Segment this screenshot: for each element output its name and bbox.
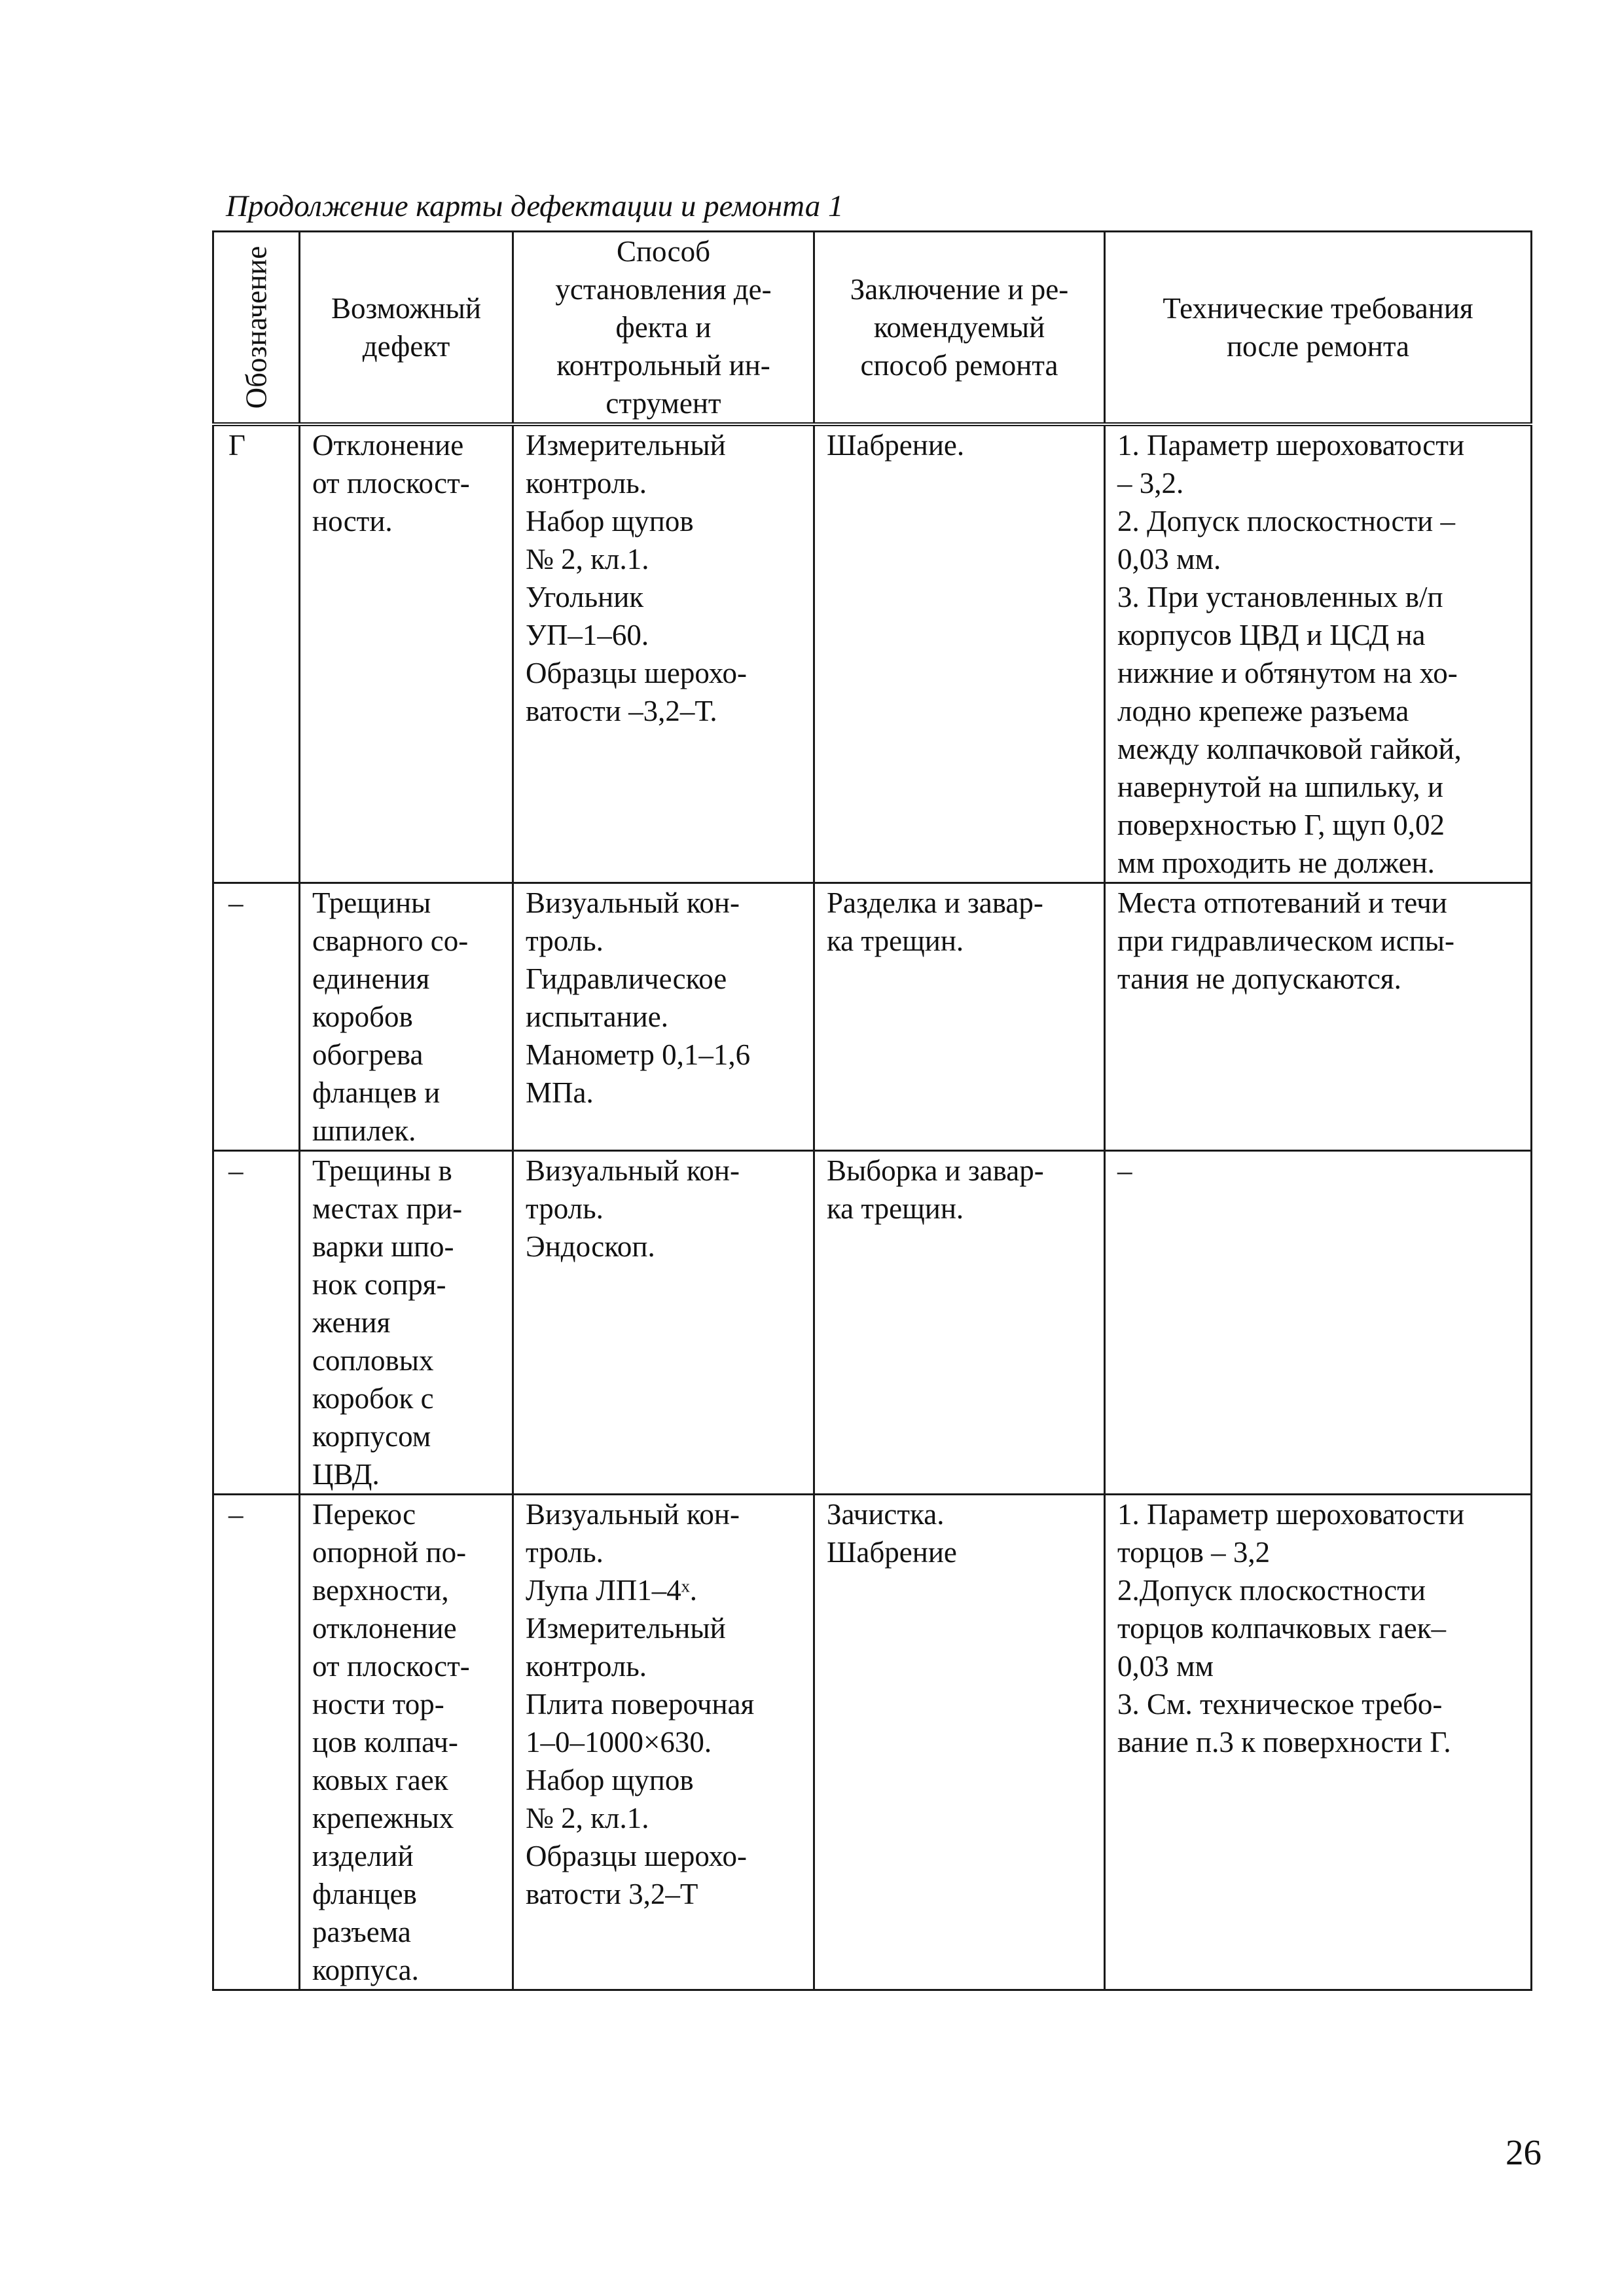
cell-text-line: ка трещин.	[827, 924, 964, 957]
cell-text-line: Угольник	[526, 581, 644, 613]
row-mark: –	[213, 883, 300, 1151]
cell-text-line: ЦВД.	[312, 1458, 380, 1491]
cell-text-line: цов колпач-	[312, 1726, 458, 1758]
cell-text-line: мм проходить не должен.	[1117, 847, 1435, 879]
cell-text-line: Перекос	[312, 1498, 416, 1531]
cell-text-line: торцов колпачковых гаек–	[1117, 1612, 1447, 1645]
cell-text-line: корпусов ЦВД и ЦСД на	[1117, 619, 1426, 651]
cell-text-line: Эндоскоп.	[526, 1230, 655, 1263]
cell-text-line: Набор щупов	[526, 505, 694, 538]
cell-text-line: 3. См. техническое требо-	[1117, 1688, 1443, 1721]
cell-text-line: Трещины	[312, 886, 431, 919]
row-method	[513, 424, 814, 883]
cell-text-line: контрольный ин-	[556, 349, 770, 382]
cell-text-line: 0,03 мм	[1117, 1650, 1214, 1683]
row-conclusion	[814, 1151, 1105, 1495]
table-row	[213, 1151, 1532, 1495]
cell-text-line: ности тор-	[312, 1688, 444, 1721]
cell-text-line: установления де-	[555, 273, 772, 306]
cell-text-line: троль.	[526, 924, 604, 957]
row-method	[513, 1151, 814, 1495]
cell-text-line: торцов – 3,2	[1117, 1536, 1271, 1569]
cell-text-line: верхности,	[312, 1574, 449, 1607]
cell-text-line: нижние и обтянутом на хо-	[1117, 657, 1458, 689]
cell-text-line: Трещины в	[312, 1154, 452, 1187]
cell-text-line: ности.	[312, 505, 393, 538]
row-conclusion	[814, 424, 1105, 883]
cell-text-line: Образцы шерохо-	[526, 657, 747, 689]
cell-text-line: Разделка и завар-	[827, 886, 1043, 919]
header-method	[513, 232, 814, 425]
cell-text-line: навернутой на шпильку, и	[1117, 771, 1443, 803]
cell-text-line: Лупа ЛП1–4ˣ.	[526, 1574, 697, 1607]
cell-text-line: троль.	[526, 1192, 604, 1225]
cell-text-line: – 3,2.	[1117, 467, 1184, 500]
cell-text-line: Измерительный	[526, 429, 726, 462]
cell-text-line: –	[1117, 1154, 1132, 1187]
cell-text-line: 1–0–1000×630.	[526, 1726, 712, 1758]
cell-text-line: 2. Допуск плоскостности –	[1117, 505, 1456, 538]
header-mark	[213, 232, 300, 425]
cell-text-line: 2.Допуск плоскостности	[1117, 1574, 1426, 1607]
cell-text-line: Технические требования	[1163, 292, 1473, 325]
cell-text-line: Измерительный	[526, 1612, 726, 1645]
row-method	[513, 883, 814, 1151]
row-defect	[300, 1495, 513, 1990]
cell-text-line: сопловых	[312, 1344, 434, 1377]
cell-text-line: струмент	[605, 387, 721, 420]
cell-text-line: Набор щупов	[526, 1764, 694, 1796]
cell-text-line: испытание.	[526, 1000, 668, 1033]
cell-text-line: Визуальный кон-	[526, 1154, 740, 1187]
cell-text-line: 1. Параметр шероховатости	[1117, 1498, 1465, 1531]
cell-text-line: Способ	[616, 235, 711, 268]
cell-text-line: после ремонта	[1226, 330, 1410, 363]
cell-text-line: от плоскост-	[312, 467, 470, 500]
cell-text-line: Возможный	[331, 292, 481, 325]
table-row	[213, 424, 1532, 883]
cell-text-line: Образцы шерохо-	[526, 1840, 747, 1872]
row-mark: Г	[213, 424, 300, 883]
cell-text-line: ватости –3,2–Т.	[526, 695, 717, 727]
cell-text-line: троль.	[526, 1536, 604, 1569]
cell-text-line: контроль.	[526, 1650, 647, 1683]
cell-text-line: разъема	[312, 1916, 411, 1948]
cell-text-line: жения	[312, 1306, 391, 1339]
cell-text-line: варки шпо-	[312, 1230, 454, 1263]
cell-text-line: корпусом	[312, 1420, 431, 1453]
cell-text-line: Визуальный кон-	[526, 1498, 740, 1531]
cell-text-line: местах при-	[312, 1192, 463, 1225]
cell-text-line: Шабрение.	[827, 429, 965, 462]
cell-text-line: Шабрение	[827, 1536, 957, 1569]
cell-text-line: обогрева	[312, 1038, 424, 1071]
cell-text-line: крепежных	[312, 1802, 454, 1834]
header-defect	[300, 232, 513, 425]
cell-text-line: Места отпотеваний и течи	[1117, 886, 1447, 919]
cell-text-line: сварного со-	[312, 924, 469, 957]
cell-text-line: Отклонение	[312, 429, 464, 462]
cell-text-line: опорной по-	[312, 1536, 467, 1569]
row-conclusion	[814, 883, 1105, 1151]
row-method	[513, 1495, 814, 1990]
row-mark: –	[213, 1151, 300, 1495]
cell-text-line: от плоскост-	[312, 1650, 470, 1683]
cell-text-line: Визуальный кон-	[526, 886, 740, 919]
row-defect	[300, 424, 513, 883]
cell-text-line: 0,03 мм.	[1117, 543, 1221, 575]
cell-text-line: Зачистка.	[827, 1498, 945, 1531]
row-conclusion	[814, 1495, 1105, 1990]
table-row	[213, 1495, 1532, 1990]
cell-text-line: фланцев и	[312, 1076, 441, 1109]
cell-text-line: коробов	[312, 1000, 413, 1033]
row-mark: –	[213, 1495, 300, 1990]
header-requirements	[1105, 232, 1532, 425]
cell-text-line: ка трещин.	[827, 1192, 964, 1225]
cell-text-line: коробок с	[312, 1382, 434, 1415]
row-requirements	[1105, 1495, 1532, 1990]
cell-text-line: ватости 3,2–Т	[526, 1878, 698, 1910]
cell-text-line: ковых гаек	[312, 1764, 448, 1796]
header-mark-label: Обозначение	[240, 246, 272, 409]
cell-text-line: поверхностью Г, щуп 0,02	[1117, 809, 1445, 841]
page-number: 26	[1506, 2132, 1542, 2172]
cell-text-line: при гидравлическом испы-	[1117, 924, 1455, 957]
cell-text-line: Выборка и завар-	[827, 1154, 1044, 1187]
table-header-row	[213, 232, 1532, 425]
cell-text-line: Плита поверочная	[526, 1688, 755, 1721]
cell-text-line: единения	[312, 962, 430, 995]
cell-text-line: Заключение и ре-	[850, 273, 1069, 306]
cell-text-line: Манометр 0,1–1,6	[526, 1038, 751, 1071]
defect-repair-table	[212, 230, 1532, 1991]
row-defect	[300, 883, 513, 1151]
cell-text-line: фланцев	[312, 1878, 417, 1910]
cell-text-line: нок сопря-	[312, 1268, 446, 1301]
cell-text-line: тания не допускаются.	[1117, 962, 1401, 995]
cell-text-line: изделий	[312, 1840, 414, 1872]
cell-text-line: 3. При установленных в/п	[1117, 581, 1443, 613]
cell-text-line: МПа.	[526, 1076, 594, 1109]
cell-text-line: вание п.3 к поверхности Г.	[1117, 1726, 1451, 1758]
cell-text-line: фекта и	[615, 311, 712, 344]
cell-text-line: лодно крепеже разъема	[1117, 695, 1409, 727]
header-conclusion	[814, 232, 1105, 425]
cell-text-line: комендуемый	[873, 311, 1045, 344]
cell-text-line: шпилек.	[312, 1114, 416, 1147]
cell-text-line: дефект	[362, 330, 450, 363]
cell-text-line: корпуса.	[312, 1954, 419, 1986]
table-caption: Продолжение карты дефектации и ремонта 1	[226, 189, 844, 223]
cell-text-line: 1. Параметр шероховатости	[1117, 429, 1465, 462]
cell-text-line: УП–1–60.	[526, 619, 649, 651]
cell-text-line: способ ремонта	[860, 349, 1058, 382]
table-row	[213, 883, 1532, 1151]
cell-text-line: Гидравлическое	[526, 962, 727, 995]
row-requirements	[1105, 1151, 1532, 1495]
row-requirements	[1105, 424, 1532, 883]
cell-text-line: контроль.	[526, 467, 647, 500]
cell-text-line: № 2, кл.1.	[526, 543, 649, 575]
cell-text-line: отклонение	[312, 1612, 457, 1645]
row-requirements	[1105, 883, 1532, 1151]
cell-text-line: между колпачковой гайкой,	[1117, 733, 1462, 765]
cell-text-line: № 2, кл.1.	[526, 1802, 649, 1834]
row-defect	[300, 1151, 513, 1495]
